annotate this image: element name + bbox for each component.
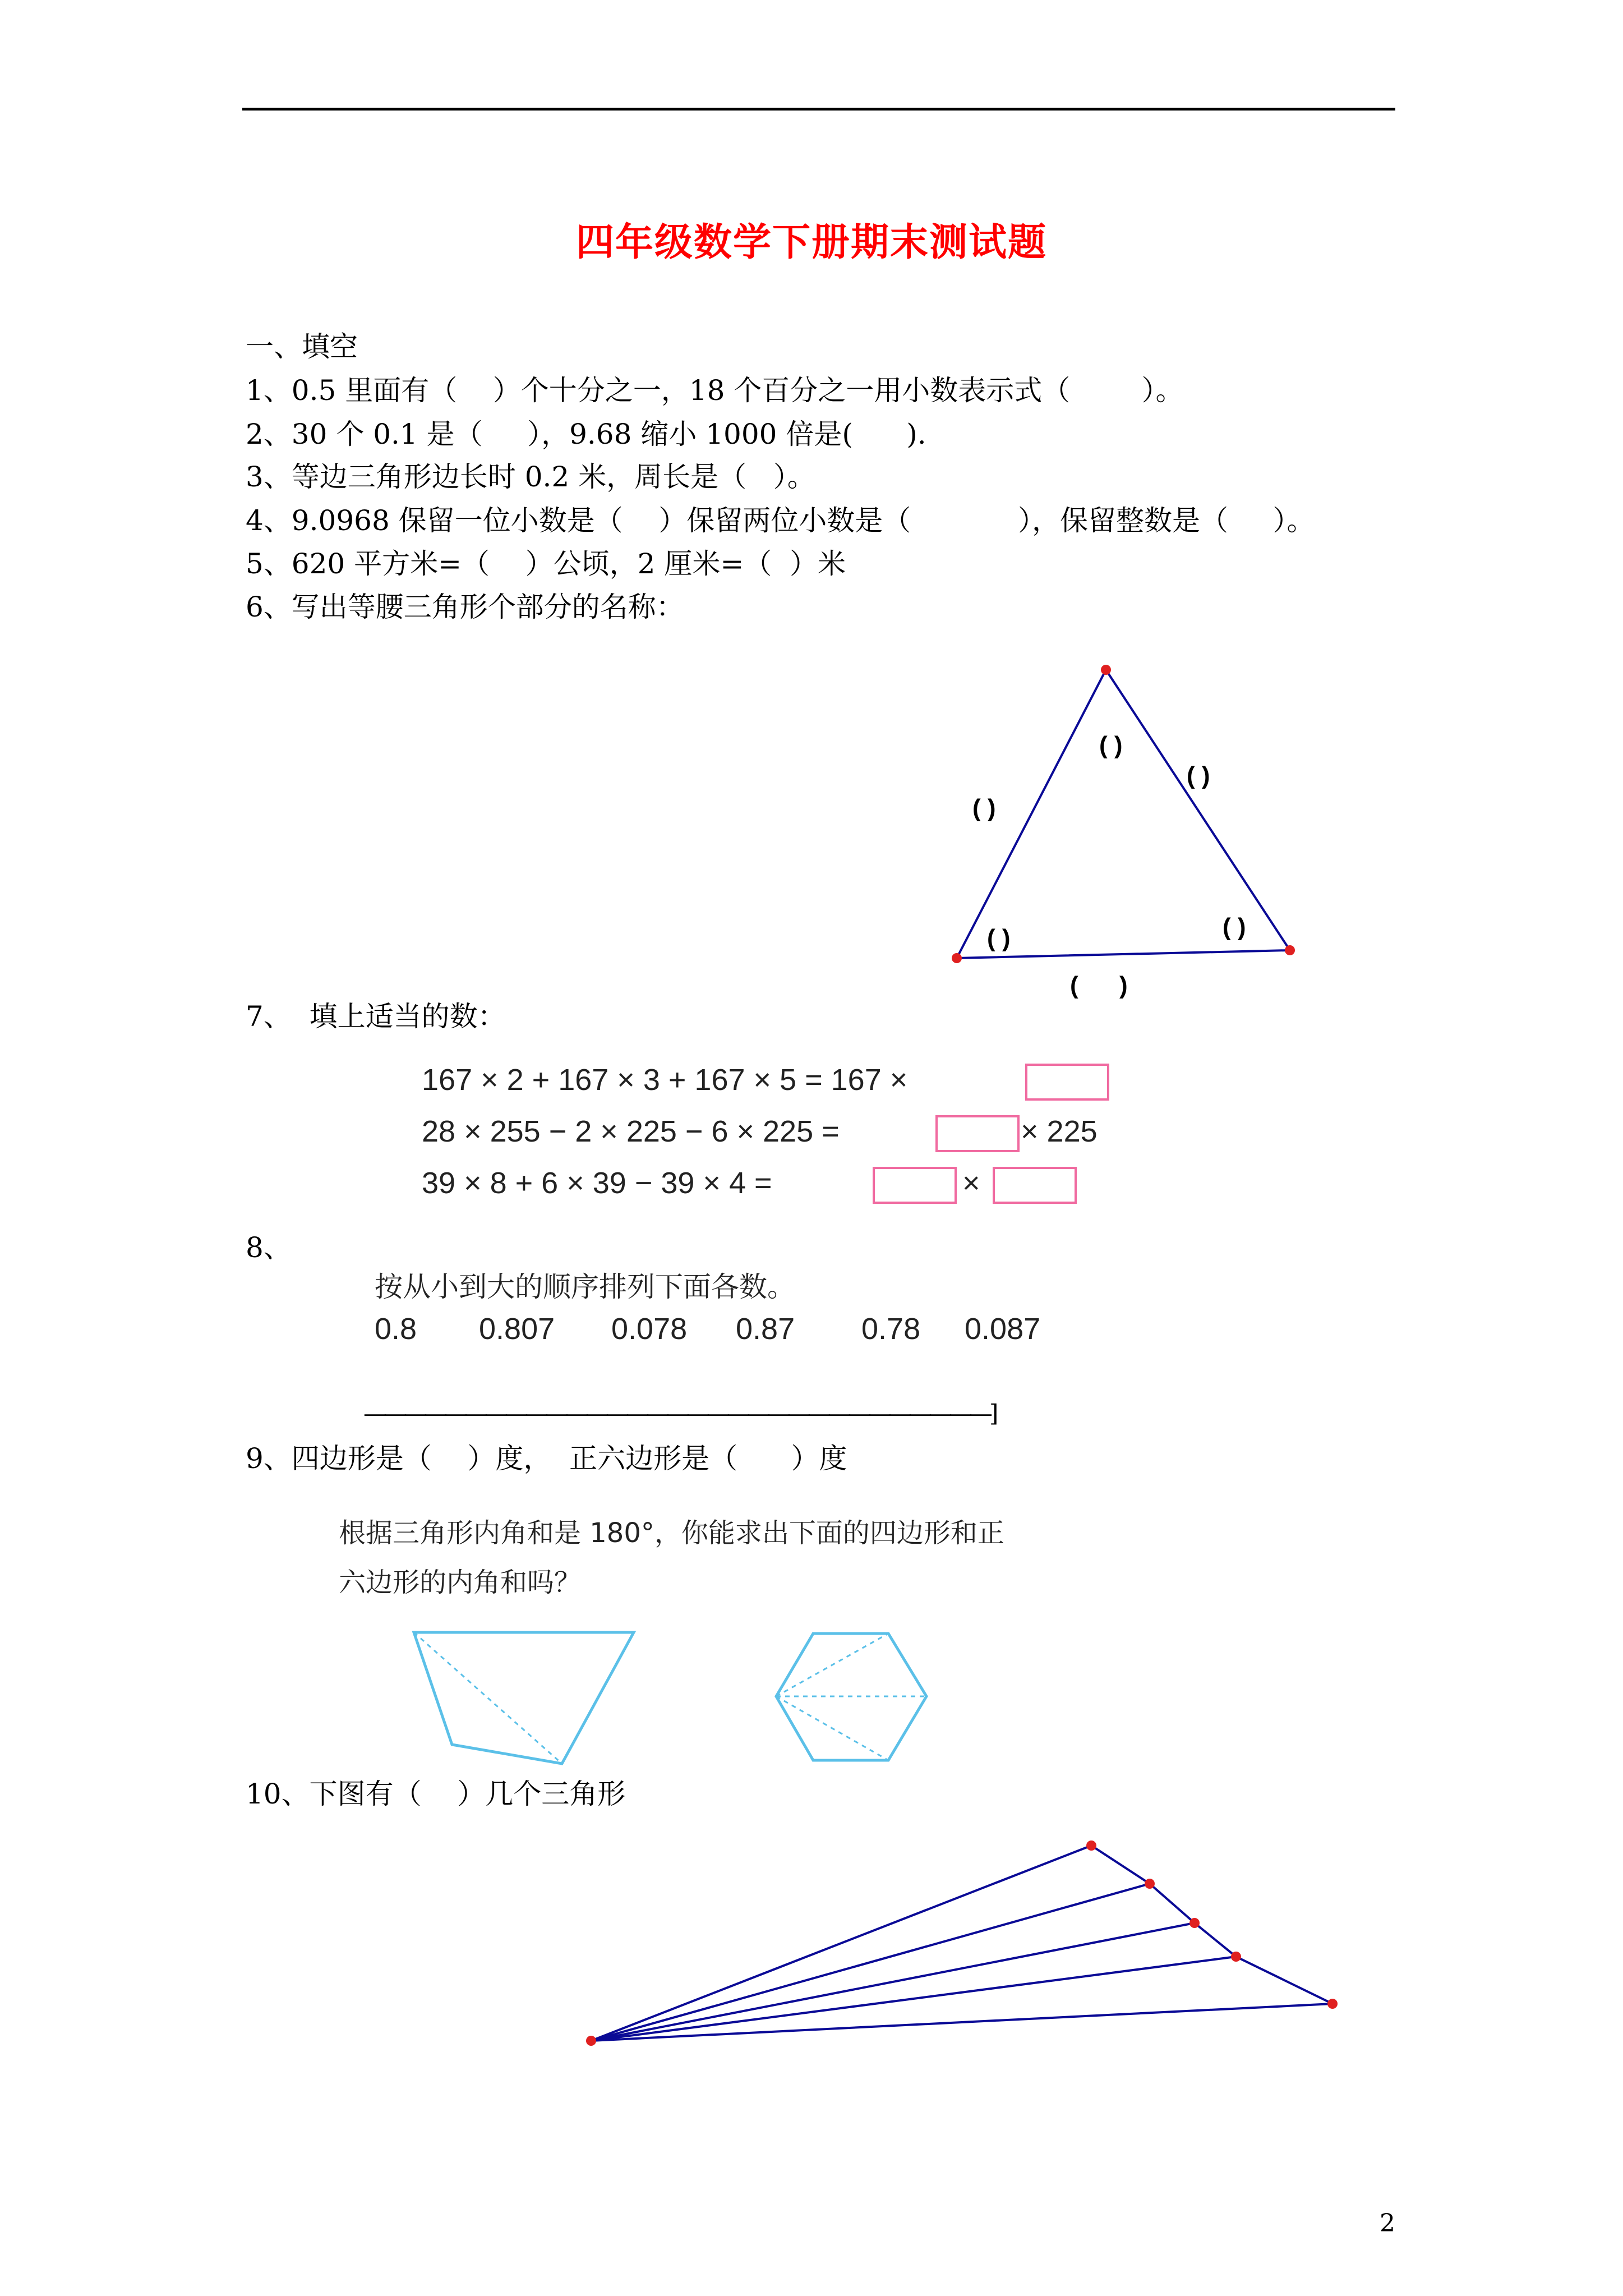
question-10: 10、下图有（ ）几个三角形	[246, 1778, 626, 1810]
vertex-point-top	[1101, 665, 1111, 675]
question-8: 8、	[246, 1231, 292, 1264]
fan-outer-edge	[1091, 1846, 1332, 2004]
question-3: 3、等边三角形边长时 0.2 米，周长是（ ）。	[246, 461, 815, 493]
angle-sum-prompt-line-2: 六边形的内角和吗？	[339, 1567, 582, 1598]
expression-line-1: 167 × 2 + 167 × 3 + 167 × 5 = 167 ×	[422, 1063, 908, 1097]
label-left-side: ( )	[972, 794, 996, 822]
vertex-point	[1189, 1918, 1200, 1928]
label-right-angle: ( )	[1223, 913, 1246, 941]
number-2: 0.078	[611, 1312, 688, 1346]
quadrilateral-figure	[404, 1627, 639, 1773]
hexagon-diagonal	[776, 1696, 888, 1760]
vertex-point-left	[952, 953, 962, 963]
question-6: 6、写出等腰三角形个部分的名称：	[246, 591, 684, 623]
expression-line-2-right: × 225	[1021, 1115, 1098, 1148]
question-5: 5、620 平方米=（ ）公顷，2 厘米=（ ）米	[246, 547, 846, 580]
fan-ray	[591, 1957, 1236, 2041]
answer-box[interactable]	[993, 1167, 1077, 1204]
vertex-point	[1327, 1999, 1338, 2009]
answer-box[interactable]	[1025, 1064, 1109, 1101]
number-0: 0.8	[375, 1312, 417, 1346]
question-2: 2、30 个 0.1 是（ ），9.68 缩小 1000 倍是( ).	[246, 418, 926, 450]
answer-line: ———————————————————————————————]	[363, 1400, 995, 1427]
answer-box[interactable]	[873, 1167, 957, 1204]
label-vertex-angle: ( )	[1099, 731, 1123, 759]
header-rule	[242, 108, 1395, 111]
question-4: 4、9.0968 保留一位小数是（ ）保留两位小数是（ ），保留整数是（ ）。	[246, 504, 1315, 537]
fan-ray	[591, 1846, 1091, 2041]
question-7: 7、 填上适当的数：	[246, 1000, 506, 1033]
number-5: 0.087	[965, 1312, 1041, 1346]
expression-line-3-left: 39 × 8 + 6 × 39 − 39 × 4 =	[422, 1166, 772, 1200]
hexagon-diagonal	[776, 1634, 888, 1696]
label-right-side: ( )	[1187, 762, 1210, 789]
quadrilateral-outline	[414, 1632, 634, 1764]
expression-line-2-left: 28 × 255 − 2 × 225 − 6 × 225 =	[422, 1115, 840, 1148]
triangle-fan-figure	[561, 1829, 1357, 2070]
vertex-point	[586, 2036, 596, 2046]
number-1: 0.807	[479, 1312, 555, 1346]
page-number: 2	[1380, 2209, 1395, 2238]
angle-sum-prompt-line-1: 根据三角形内角和是 180°，你能求出下面的四边形和正	[339, 1517, 1004, 1549]
number-3: 0.87	[736, 1312, 795, 1346]
number-4: 0.78	[861, 1312, 921, 1346]
label-left-angle: ( )	[987, 924, 1011, 952]
vertex-point	[1231, 1952, 1241, 1962]
hexagon-figure	[768, 1627, 937, 1773]
vertex-point-right	[1285, 945, 1295, 955]
ordering-instruction: 按从小到大的顺序排列下面各数。	[375, 1271, 795, 1303]
fan-ray	[591, 1923, 1195, 2041]
section-heading: 一、填空	[246, 330, 358, 363]
vertex-point	[1086, 1841, 1096, 1851]
answer-box[interactable]	[935, 1115, 1020, 1152]
label-base: ( )	[1070, 972, 1128, 999]
question-9: 9、四边形是（ ）度， 正六边形是（ ）度	[246, 1442, 847, 1475]
question-1: 1、0.5 里面有（ ）个十分之一，18 个百分之一用小数表示式（ ）。	[246, 374, 1184, 407]
isosceles-triangle-figure	[931, 651, 1312, 1010]
page-title: 四年级数学下册期末测试题	[575, 220, 1047, 265]
expression-line-3-times: ×	[962, 1166, 980, 1200]
vertex-point	[1145, 1879, 1155, 1889]
